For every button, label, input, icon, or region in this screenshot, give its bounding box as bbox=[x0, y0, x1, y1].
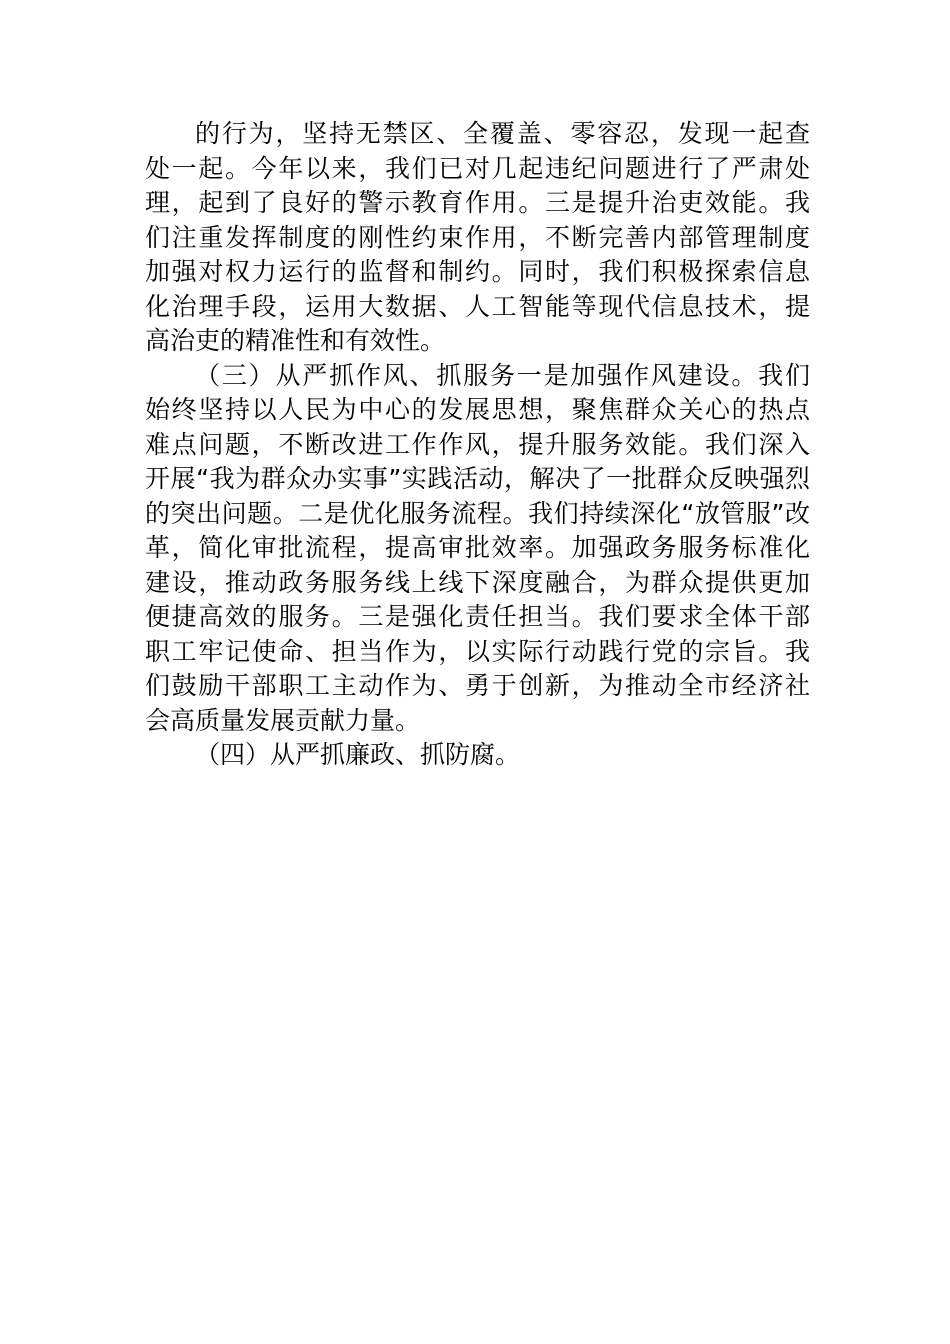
text-line: 们鼓励干部职工主动作为、勇于创新，为推动全市经济社 bbox=[145, 671, 810, 700]
text-line: 便捷高效的服务。三是强化责任担当。我们要求全体干部 bbox=[145, 602, 810, 631]
text-line: 建设，推动政务服务线上线下深度融合，为群众提供更加 bbox=[145, 567, 810, 597]
text-line: 开展“我为群众办实事”实践活动，解决了一批群众反映强烈 bbox=[145, 464, 810, 493]
text-line: 加强对权力运行的监督和制约。同时，我们积极探索信息 bbox=[145, 257, 810, 286]
text-line: 理，起到了良好的警示教育作用。三是提升治吏效能。我 bbox=[145, 188, 810, 217]
text-line: 处一起。今年以来，我们已对几起违纪问题进行了严肃处 bbox=[145, 153, 810, 183]
text-line: 始终坚持以人民为中心的发展思想，聚焦群众关心的热点 bbox=[145, 395, 810, 424]
text-line: 高治吏的精准性和有效性。 bbox=[145, 326, 446, 355]
text-line: 职工牢记使命、担当作为，以实际行动践行党的宗旨。我 bbox=[145, 636, 810, 666]
body-text bbox=[145, 117, 810, 773]
text-line: 化治理手段，运用大数据、人工智能等现代信息技术，提 bbox=[145, 291, 810, 321]
text-line: 们注重发挥制度的刚性约束作用，不断完善内部管理制度 bbox=[145, 222, 810, 252]
text-line: 革，简化审批流程，提高审批效率。加强政务服务标准化 bbox=[145, 533, 810, 562]
section-heading-line: （三）从严抓作风、抓服务一是加强作风建设。我们 bbox=[195, 360, 810, 390]
section-heading-line: （四）从严抓廉政、抓防腐。 bbox=[195, 740, 521, 769]
text-line: 的突出问题。二是优化服务流程。我们持续深化“放管服”改 bbox=[145, 498, 810, 528]
text-line: 的行为，坚持无禁区、全覆盖、零容忍，发现一起查 bbox=[195, 119, 810, 148]
text-line: 难点问题，不断改进工作作风，提升服务效能。我们深入 bbox=[145, 429, 810, 459]
text-line: 会高质量发展贡献力量。 bbox=[145, 705, 421, 735]
